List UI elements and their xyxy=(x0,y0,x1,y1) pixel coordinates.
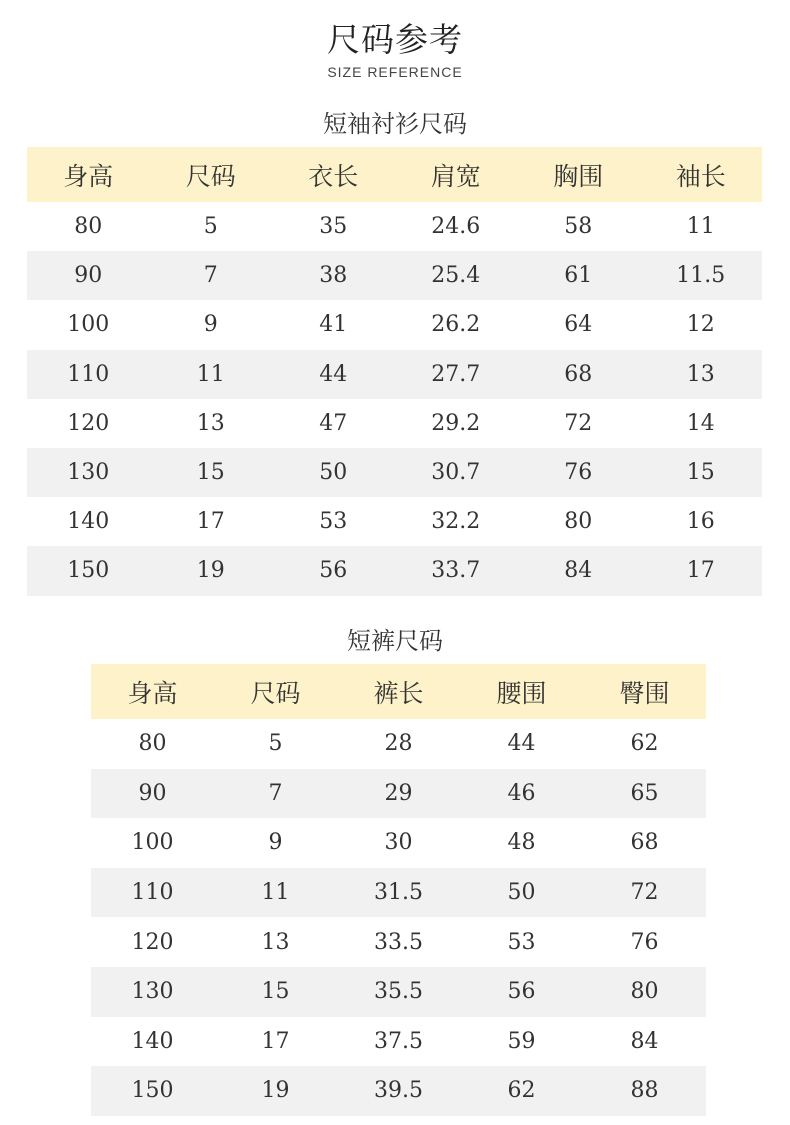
table-header-row xyxy=(27,147,762,202)
table-cell: 50 xyxy=(272,448,395,497)
header-cell: 裤长 xyxy=(337,664,460,719)
shorts-section-title: 短裤尺码 xyxy=(347,627,443,655)
table-cell: 140 xyxy=(131,1028,174,1054)
table-cell: 33.7 xyxy=(395,546,518,595)
table-cell: 47 xyxy=(319,410,348,436)
table-cell: 28 xyxy=(384,731,413,757)
table-cell: 44 xyxy=(272,350,395,399)
table-cell: 37.5 xyxy=(374,1028,423,1054)
table-cell: 56 xyxy=(272,546,395,595)
table-cell: 39.5 xyxy=(337,1066,460,1116)
header-cell: 身高 xyxy=(91,664,214,719)
table-cell: 84 xyxy=(517,546,640,595)
table-row xyxy=(27,448,762,497)
table-cell: 12 xyxy=(686,312,715,338)
table-row xyxy=(91,719,706,769)
table-cell: 26.2 xyxy=(431,312,481,338)
table-row xyxy=(91,868,706,918)
header-cell: 衣长 xyxy=(272,147,395,202)
table-row xyxy=(27,399,762,448)
table-cell: 13 xyxy=(640,350,763,399)
table-cell: 90 xyxy=(27,251,150,300)
table-cell: 29 xyxy=(337,769,460,819)
table-cell: 80 xyxy=(583,967,706,1017)
table-cell: 11.5 xyxy=(640,251,763,300)
table-cell: 5 xyxy=(203,214,218,240)
table-cell: 11 xyxy=(214,868,337,918)
table-cell: 33.5 xyxy=(374,929,423,955)
table-cell: 46 xyxy=(460,769,583,819)
header-cell: 身高 xyxy=(27,147,150,202)
table-cell: 35 xyxy=(319,214,348,240)
table-row xyxy=(91,967,706,1017)
table-row xyxy=(27,546,762,595)
table-row xyxy=(91,917,706,967)
table-cell: 65 xyxy=(583,769,706,819)
table-cell: 24.6 xyxy=(431,214,481,240)
table-cell: 120 xyxy=(67,410,110,436)
table-cell: 110 xyxy=(91,868,214,918)
table-cell: 59 xyxy=(507,1028,536,1054)
table-cell: 41 xyxy=(319,312,348,338)
table-cell: 110 xyxy=(27,350,150,399)
table-cell: 7 xyxy=(214,769,337,819)
table-cell: 58 xyxy=(564,214,593,240)
table-row xyxy=(27,251,762,300)
table-cell: 61 xyxy=(517,251,640,300)
table-cell: 15 xyxy=(214,967,337,1017)
table-cell: 14 xyxy=(686,410,715,436)
table-row xyxy=(91,769,706,819)
header-cell: 腰围 xyxy=(460,664,583,719)
table-row xyxy=(27,350,762,399)
table-cell: 140 xyxy=(67,509,110,535)
table-cell: 31.5 xyxy=(337,868,460,918)
table-cell: 13 xyxy=(196,410,225,436)
table-cell: 80 xyxy=(74,214,103,240)
table-cell: 35.5 xyxy=(337,967,460,1017)
table-cell: 150 xyxy=(27,546,150,595)
table-cell: 53 xyxy=(319,509,348,535)
table-cell: 30.7 xyxy=(395,448,518,497)
table-cell: 9 xyxy=(268,830,283,856)
header-cell: 肩宽 xyxy=(395,147,518,202)
table-cell: 13 xyxy=(261,929,290,955)
table-cell: 7 xyxy=(150,251,273,300)
shirt-section-title: 短袖衬衫尺码 xyxy=(323,110,467,138)
page-title: 尺码参考 xyxy=(327,20,463,59)
table-row xyxy=(27,202,762,251)
table-cell: 120 xyxy=(131,929,174,955)
table-cell: 56 xyxy=(460,967,583,1017)
table-row xyxy=(91,1066,706,1116)
table-row xyxy=(91,1017,706,1067)
table-cell: 11 xyxy=(150,350,273,399)
table-cell: 130 xyxy=(91,967,214,1017)
table-cell: 25.4 xyxy=(395,251,518,300)
table-cell: 48 xyxy=(507,830,536,856)
table-cell: 16 xyxy=(686,509,715,535)
table-row xyxy=(27,300,762,349)
table-cell: 68 xyxy=(630,830,659,856)
table-cell: 27.7 xyxy=(395,350,518,399)
table-cell: 29.2 xyxy=(431,410,481,436)
table-cell: 80 xyxy=(138,731,167,757)
table-cell: 15 xyxy=(640,448,763,497)
table-cell: 72 xyxy=(564,410,593,436)
table-cell: 62 xyxy=(630,731,659,757)
table-cell: 38 xyxy=(272,251,395,300)
shirt-size-table xyxy=(27,147,762,596)
table-cell: 30 xyxy=(384,830,413,856)
table-cell: 44 xyxy=(507,731,536,757)
table-cell: 76 xyxy=(630,929,659,955)
header-cell: 胸围 xyxy=(517,147,640,202)
table-cell: 15 xyxy=(150,448,273,497)
header-cell: 尺码 xyxy=(150,147,273,202)
table-cell: 17 xyxy=(640,546,763,595)
table-cell: 50 xyxy=(460,868,583,918)
table-row xyxy=(27,497,762,546)
table-cell: 80 xyxy=(564,509,593,535)
table-cell: 32.2 xyxy=(431,509,481,535)
table-cell: 17 xyxy=(196,509,225,535)
table-cell: 19 xyxy=(150,546,273,595)
table-header-row xyxy=(91,664,706,719)
table-cell: 62 xyxy=(460,1066,583,1116)
table-cell: 53 xyxy=(507,929,536,955)
table-cell: 100 xyxy=(131,830,174,856)
table-cell: 90 xyxy=(91,769,214,819)
table-cell: 11 xyxy=(686,214,715,240)
table-cell: 64 xyxy=(564,312,593,338)
table-row xyxy=(91,818,706,868)
page-subtitle: SIZE REFERENCE xyxy=(327,64,463,80)
table-cell: 88 xyxy=(583,1066,706,1116)
table-cell: 17 xyxy=(261,1028,290,1054)
table-cell: 130 xyxy=(27,448,150,497)
table-cell: 84 xyxy=(630,1028,659,1054)
shorts-size-table xyxy=(91,664,706,1116)
header-cell: 尺码 xyxy=(214,664,337,719)
table-cell: 9 xyxy=(203,312,218,338)
table-cell: 19 xyxy=(214,1066,337,1116)
table-cell: 76 xyxy=(517,448,640,497)
table-cell: 100 xyxy=(67,312,110,338)
header-cell: 袖长 xyxy=(640,147,763,202)
header-cell: 臀围 xyxy=(583,664,706,719)
table-cell: 72 xyxy=(583,868,706,918)
table-cell: 5 xyxy=(268,731,283,757)
table-cell: 150 xyxy=(91,1066,214,1116)
table-cell: 68 xyxy=(517,350,640,399)
